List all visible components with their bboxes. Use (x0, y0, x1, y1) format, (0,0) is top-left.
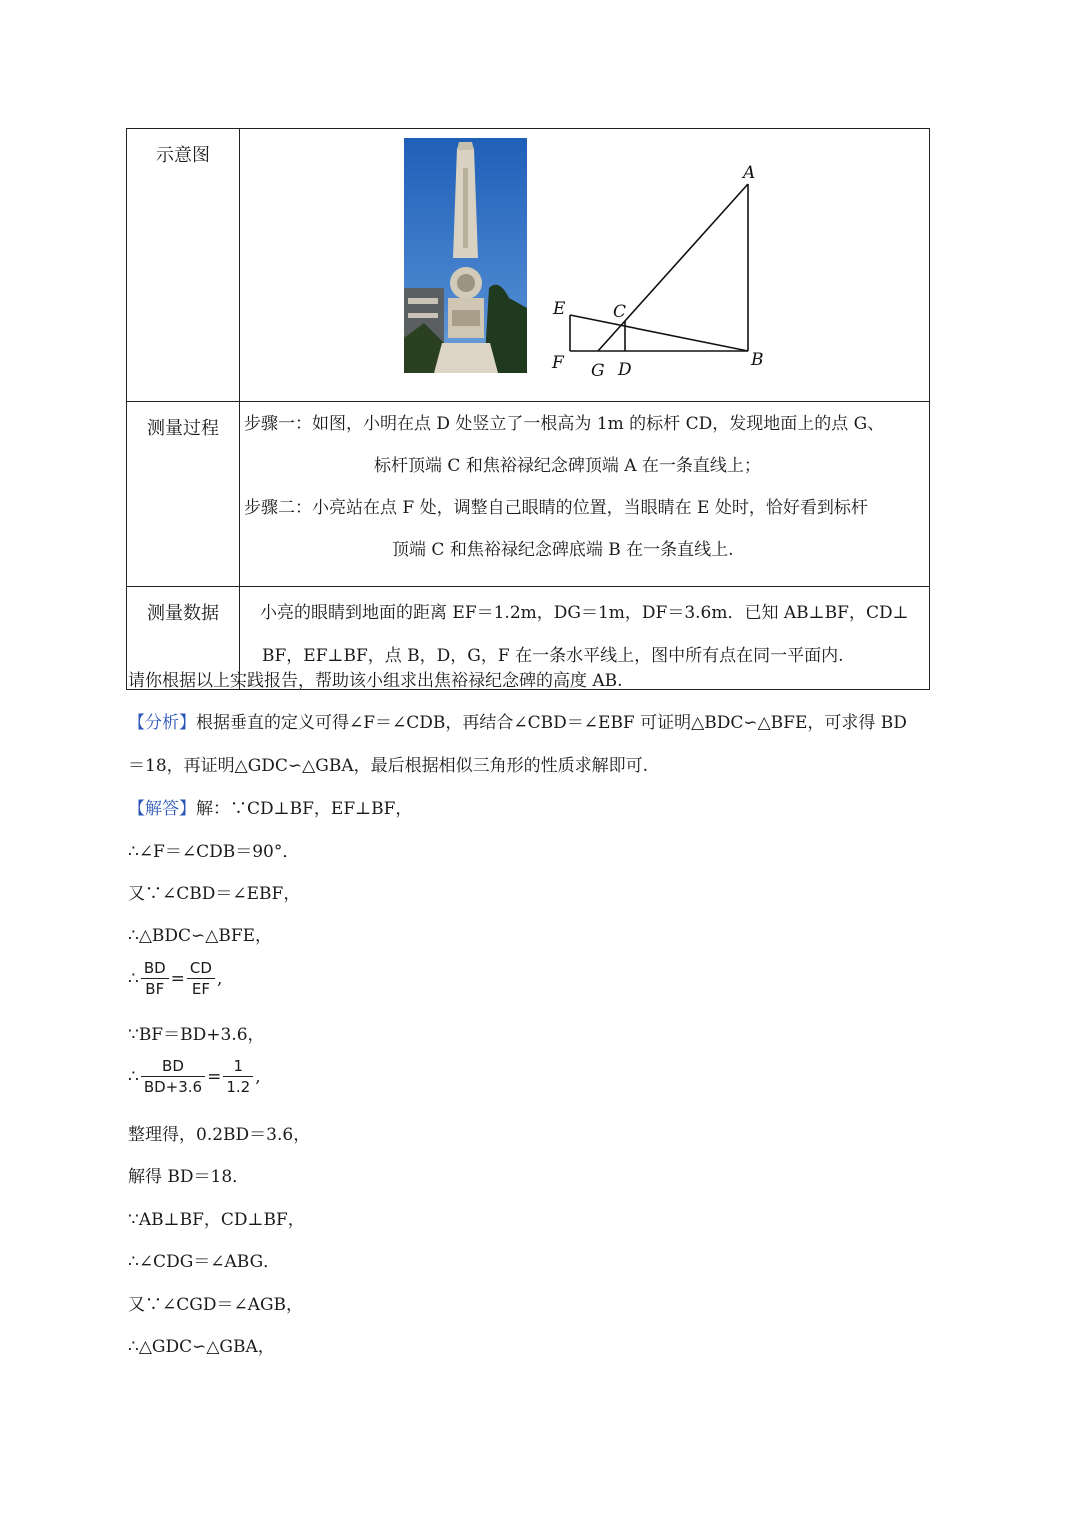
data-line1: 小亮的眼睛到地面的距离 EF＝1.2m，DG＝1m，DF＝3.6m．已知 AB⊥BF，CD⊥ (260, 603, 909, 623)
process-step2-line2: 顶端 C 和焦裕禄纪念碑底端 B 在一条直线上. (392, 540, 734, 560)
solution-line6: ∵BF＝BD+3.6， (128, 1025, 265, 1045)
therefore-symbol: ∴ (128, 1066, 139, 1087)
denominator: BF (145, 980, 165, 998)
solution-line4: ∴△BDC∽△BFE， (128, 926, 273, 946)
label-process: 测量过程 (127, 402, 240, 587)
numerator: 1 (223, 1056, 253, 1077)
process-step2-line1: 步骤二：小亮站在点 F 处，调整自己眼睛的位置，当眼睛在 E 处时，恰好看到标杆 (244, 498, 868, 518)
equals-sign: = (207, 1066, 222, 1087)
numerator: BD (141, 1056, 205, 1077)
analysis-text1: 根据垂直的定义可得∠F＝∠CDB，再结合∠CBD＝∠EBF 可证明△BDC∽△BFE，可求得 BD (196, 713, 907, 733)
geometry-diagram (540, 154, 780, 384)
comma: , (255, 1066, 261, 1087)
label-e: E (553, 299, 566, 319)
figure-cell (240, 129, 930, 402)
monument-photo (404, 138, 527, 373)
solution-tag: 【解答】 (128, 799, 196, 819)
process-cell (240, 402, 930, 587)
solution-fraction1 (128, 958, 222, 999)
fraction-cd-ef (187, 958, 215, 999)
solution-line10: ∵AB⊥BF，CD⊥BF， (128, 1210, 305, 1230)
denominator: EF (191, 980, 210, 998)
solution-line13: ∴△GDC∽△GBA， (128, 1337, 275, 1357)
solution-line2: ∴∠F＝∠CDB＝90°． (128, 842, 300, 862)
label-d: D (618, 360, 632, 380)
solution-fraction2 (128, 1056, 261, 1097)
numerator: CD (187, 958, 215, 979)
analysis-line2: ＝18，再证明△GDC∽△GBA，最后根据相似三角形的性质求解即可. (128, 756, 648, 776)
label-a: A (743, 163, 756, 183)
fraction-1-12 (223, 1056, 253, 1097)
analysis-line1 (128, 708, 907, 733)
equals-sign: = (170, 968, 185, 989)
solution-line9: 解得 BD＝18． (128, 1167, 250, 1187)
solution-line8: 整理得，0.2BD＝3.6， (128, 1125, 311, 1145)
label-b: B (751, 350, 764, 370)
numerator: BD (141, 958, 169, 979)
denominator: BD+3.6 (143, 1078, 203, 1096)
label-c: C (613, 302, 627, 322)
process-step1-line2: 标杆顶端 C 和焦裕禄纪念碑顶端 A 在一条直线上； (374, 456, 761, 476)
label-schematic: 示意图 (127, 129, 240, 402)
data-line2: BF，EF⊥BF，点 B，D，G，F 在一条水平线上，图中所有点在同一平面内. (262, 646, 844, 666)
solution-line1 (128, 794, 412, 819)
solution-text1: 解：∵CD⊥BF，EF⊥BF， (196, 799, 413, 819)
fraction-bd-bf (141, 958, 169, 999)
table-row-figure (127, 129, 930, 402)
solution-line3: 又∵∠CBD＝∠EBF， (128, 884, 301, 904)
process-step1-line1: 步骤一：如图，小明在点 D 处竖立了一根高为 1m 的标杆 CD，发现地面上的点 G、 (244, 414, 885, 434)
comma: , (216, 968, 223, 989)
label-data: 测量数据 (127, 587, 240, 690)
practice-report-table (126, 128, 930, 690)
fraction-bd-bd36 (141, 1056, 205, 1097)
label-g: G (591, 361, 605, 381)
line-eb (570, 315, 748, 351)
therefore-symbol: ∴ (128, 968, 139, 989)
line-ga (598, 184, 748, 351)
analysis-tag: 【分析】 (128, 713, 196, 733)
question-text: 请你根据以上实践报告，帮助该小组求出焦裕禄纪念碑的高度 AB. (128, 671, 623, 691)
denominator: 1.2 (226, 1078, 251, 1096)
solution-line11: ∴∠CDG＝∠ABG． (128, 1252, 281, 1272)
table-row-process (127, 402, 930, 587)
label-f: F (552, 353, 564, 373)
solution-line12: 又∵∠CGD＝∠AGB， (128, 1295, 304, 1315)
